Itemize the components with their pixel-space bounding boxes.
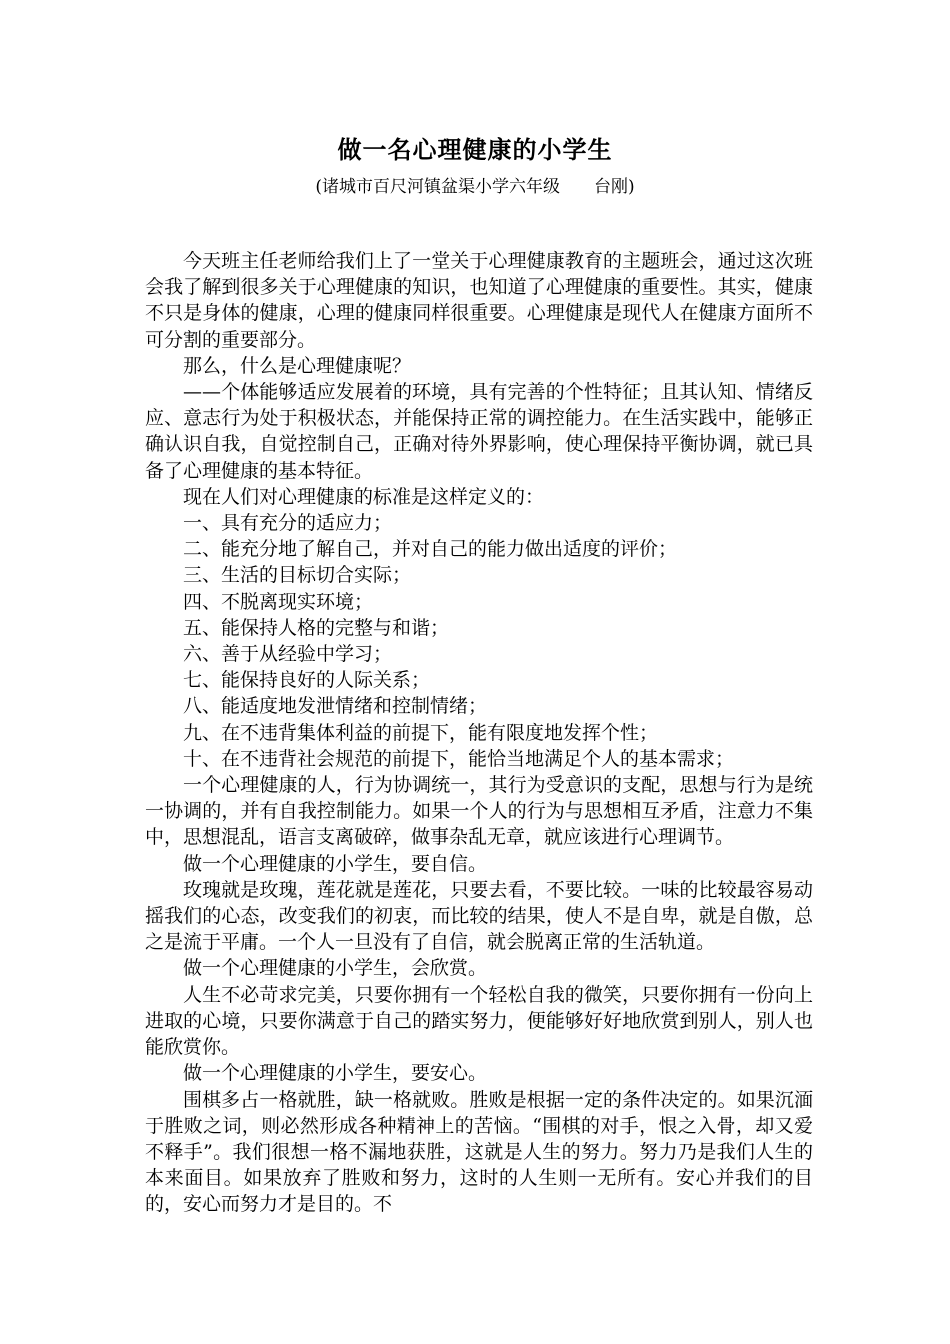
- list-item: 十、在不违背社会规范的前提下，能恰当地满足个人的基本需求；: [183, 747, 735, 770]
- list-item: 一、具有充分的适应力；: [183, 512, 393, 535]
- section-heading: 做一个心理健康的小学生，要自信。: [183, 852, 488, 875]
- list-item: 二、能充分地了解自己，并对自己的能力做出适度的评价；: [183, 538, 678, 561]
- list-item: 五、能保持人格的完整与和谐；: [183, 616, 450, 639]
- section-heading: 做一个心理健康的小学生，要安心。: [183, 1062, 488, 1085]
- document-body: [145, 248, 813, 1218]
- paragraph: 人生不必苛求完美，只要你拥有一个轻松自我的微笑，只要你拥有一份向上进取的心境，只要你满意于自己的踏实努力，便能够好好地欣赏到别人，别人也能欣赏你。: [145, 983, 813, 1059]
- paragraph: 今天班主任老师给我们上了一堂关于心理健康教育的主题班会，通过这次班会我了解到很多关于心理健康的知识，也知道了心理健康的重要性。其实，健康不只是身体的健康，心理的健康同样很重要。心理健康是现代人在健康方面所不可分割的重要部分。: [145, 250, 813, 351]
- paragraph: ——个体能够适应发展着的环境，具有完善的个性特征；且其认知、情绪反应、意志行为处于积极状态，并能保持正常的调控能力。在生活实践中，能够正确认识自我，自觉控制自己，正确对待外界影响，使心理保持平衡协调，就已具备了心理健康的基本特征。: [145, 381, 813, 482]
- document-title: 做一名心理健康的小学生: [337, 135, 613, 164]
- paragraph: 一个心理健康的人，行为协调统一，其行为受意识的支配，思想与行为是统一协调的，并有自我控制能力。如果一个人的行为与思想相互矛盾，注意力不集中，思想混乱，语言支离破碎，做事杂乱无章，就应该进行心理调节。: [145, 774, 813, 849]
- paragraph: 玫瑰就是玫瑰，莲花就是莲花，只要去看，不要比较。一味的比较最容易动摇我们的心态，改变我们的初衷，而比较的结果，使人不是自卑，就是自傲，总之是流于平庸。一个人一旦没有了自信，就会脱离正常的生活轨道。: [145, 878, 813, 954]
- list-item: 四、不脱离现实环境；: [183, 590, 374, 613]
- document-subtitle: (诸城市百尺河镇盆渠小学六年级 台刚): [315, 177, 635, 197]
- section-heading: 做一个心理健康的小学生，会欣赏。: [183, 957, 488, 980]
- list-item: 七、能保持良好的人际关系；: [183, 669, 431, 692]
- paragraph: 现在人们对心理健康的标准是这样定义的：: [183, 485, 545, 508]
- paragraph: 围棋多占一格就胜，缺一格就败。胜败是根据一定的条件决定的。如果沉湎于胜败之词，则必然形成各种精神上的苦恼。“围棋的对手，恨之入骨，却又爱不释手”。我们很想一格不漏地获胜，这就是人生的努力。努力乃是我们人生的本来面目。如果放弃了胜败和努力，这时的人生则一无所有。安心并我们的目的，安心而努力才是目的。不: [145, 1088, 813, 1216]
- list-item: 三、生活的目标切合实际；: [183, 564, 412, 587]
- list-item: 六、善于从经验中学习；: [183, 643, 393, 666]
- list-item: 九、在不违背集体利益的前提下，能有限度地发挥个性；: [183, 721, 659, 744]
- list-item: 八、能适度地发泄情绪和控制情绪；: [183, 695, 488, 718]
- paragraph: 那么，什么是心理健康呢？: [183, 354, 412, 377]
